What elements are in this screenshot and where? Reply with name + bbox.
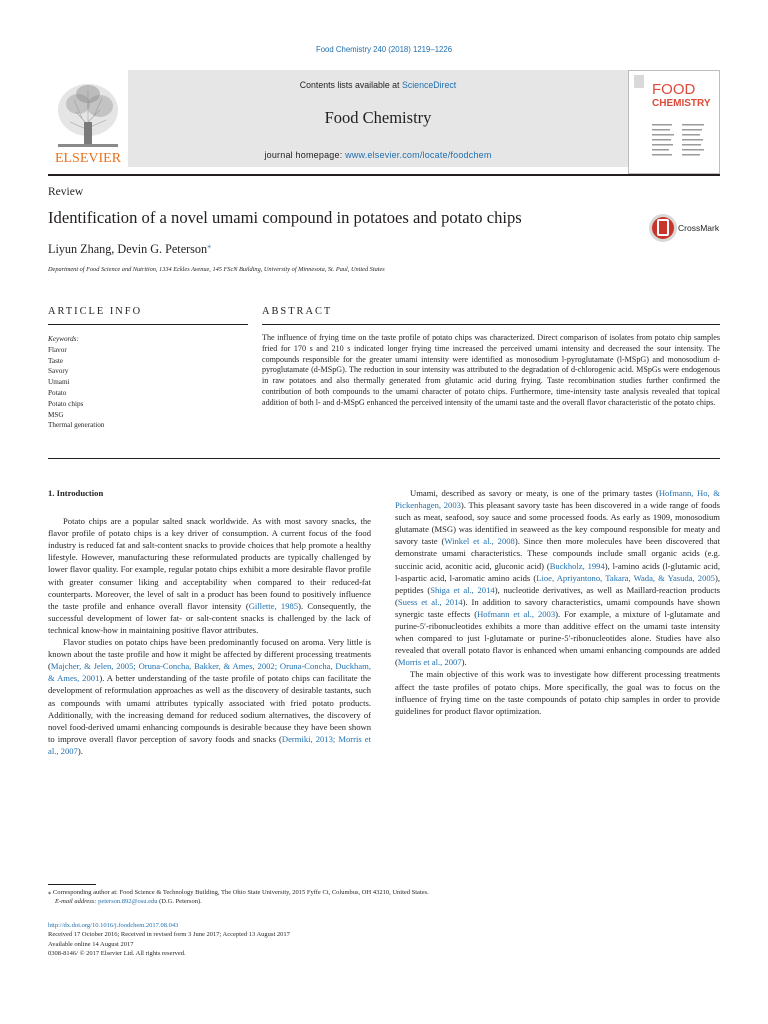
keywords-block xyxy=(48,334,248,431)
available-online: Available online 14 August 2017 xyxy=(48,940,134,948)
keyword-item: Thermal generation xyxy=(48,421,105,430)
paragraph-text: ). Since then more molecules have been discovered that demonstrate umami characteristics. These compounds include small organic acids (e.g. succinic acid, aconitic acid, gluconic acid) ( xyxy=(395,536,720,571)
citation-link[interactable]: Gillette, 1985 xyxy=(248,600,299,611)
author-list xyxy=(48,241,211,257)
crossmark-badge[interactable] xyxy=(648,212,728,244)
sciencedirect-link[interactable]: ScienceDirect xyxy=(401,80,457,90)
paragraph-text: ), nucleotide derivatives, as well as Maillard-reaction products ( xyxy=(395,584,720,607)
paragraph-text: The main objective of this work was to investigate how different processing treatments affect the taste profiles of potato chips. More specifically, the goal was to focus on the influence of frying time on the taste compounds of potato chip samples in order to provide guidelines for product flavor optimization. xyxy=(395,669,720,716)
paragraph-text: ), l-amino acids (l-glutamic acid, l-aspartic acid, l-aromatic amino acids ( xyxy=(395,560,720,583)
cover-title-line1: FOOD xyxy=(652,81,696,98)
paragraph-text: Umami, described as savory or meaty, is one of the primary tastes ( xyxy=(410,488,659,498)
crossmark-icon xyxy=(648,212,678,244)
cover-title-line2: CHEMISTRY xyxy=(652,98,711,109)
publication-info xyxy=(48,921,720,959)
contents-prefix: Contents lists available at xyxy=(299,80,402,90)
citation-link[interactable]: Hofmann, Ho, & Pickenhagen, 2003 xyxy=(395,488,720,511)
authors-text: Liyun Zhang, Devin G. Peterson xyxy=(48,242,208,257)
email-suffix: (D.G. Peterson). xyxy=(157,898,202,906)
keyword-item: Flavor xyxy=(48,345,67,354)
corresponding-author-note: ⁎ Corresponding author at: Food Science & Technology Building, The Ohio State University, 2015 Fyffe Ct, Columbus, OH 43210, United States. xyxy=(48,889,429,896)
article-info-rule xyxy=(48,324,248,325)
homepage-link[interactable]: www.elsevier.com/locate/foodchem xyxy=(345,150,492,160)
body-left-column xyxy=(48,487,371,757)
paragraph xyxy=(48,515,371,636)
footnote-rule xyxy=(48,884,96,885)
journal-reference[interactable]: Food Chemistry 240 (2018) 1219–1226 xyxy=(315,45,453,54)
keyword-item: Savory xyxy=(48,367,69,376)
keyword-item: MSG xyxy=(48,410,64,419)
abstract-heading: ABSTRACT xyxy=(262,306,333,317)
paragraph xyxy=(395,668,720,716)
citation-link[interactable]: Buckholz, 1994 xyxy=(549,560,605,571)
citation-link[interactable]: Winkel et al., 2008 xyxy=(444,536,515,547)
abstract-rule xyxy=(262,324,720,325)
paragraph-text: ). Consequently, the successful development of lower fat- or salt-content snacks is challenged by the lack of technical know-how in maintaining positive flavor attributes. xyxy=(48,600,371,635)
paragraph-text: ). xyxy=(461,657,467,668)
doi-link[interactable]: http://dx.doi.org/10.1016/j.foodchem.2017.08.043 xyxy=(48,922,179,929)
citation-link[interactable]: Suess et al., 2014 xyxy=(397,596,463,607)
paragraph xyxy=(395,487,720,668)
email-link[interactable]: peterson.892@osu.edu xyxy=(98,898,158,906)
keyword-item: Taste xyxy=(48,356,64,365)
citation-link[interactable]: Hofmann et al., 2003 xyxy=(477,608,556,619)
citation-link[interactable]: Lioe, Apriyantono, Takara, Wada, & Yasuda, 2005 xyxy=(536,572,715,583)
abstract-text: The influence of frying time on the taste profile of potato chips was characterized. Direct comparison of isolates from potato chip samples fried for 170 s and 210 s indicated longer frying time increased the perceived umami intensity and decreased the sour intensity. The compounds responsible for the greater umami intensity were identified as monosodium l-pyroglutamate (l-MSpG) and monosodium d-pyroglutamate (d-MSpG). The reduction in sour intensity was attributed to the degradation of d-chlorogenic acid. MSpGs were endogenous in raw potatoes and also thermally generated from glutamic acid during frying. Taste recombination studies further confirmed the contribution of both compounds to the umami character of potato chips. Furthermore, time-intensity taste analysis revealed that topical addition of both l- and d-MSpG enhanced the perceived intensity of the umami taste and the overall flavor characteristic of the potato chips. xyxy=(262,333,720,407)
crossmark-label: CrossMark xyxy=(678,223,720,233)
keyword-item: Potato xyxy=(48,388,67,397)
homepage-line xyxy=(128,150,628,160)
elsevier-wordmark: ELSEVIER xyxy=(54,151,122,166)
section-heading-introduction: 1. Introduction xyxy=(48,488,104,498)
paragraph xyxy=(48,636,371,757)
paragraph-text: ). For example, a mixture of l-glutamate and purine-5′-ribonucleotides exhibits a more than additive effect on the umami taste intensity when compared to just l-glutamate or purine-5′-ribonucleotides alone. Studies have also revealed that overall potato flavor is enhanced when umami enhancing compounds are added ( xyxy=(395,608,720,668)
homepage-prefix: journal homepage: xyxy=(264,150,346,160)
paragraph-text: ), peptides ( xyxy=(395,572,720,595)
email-note xyxy=(48,897,720,906)
copyright-line: 0308-8146/ © 2017 Elsevier Ltd. All rights reserved. xyxy=(48,950,186,958)
citation-link[interactable]: Morris et al., 2007 xyxy=(397,657,462,668)
citation-link[interactable]: Dermiki, 2013; Morris et al., 2007 xyxy=(48,733,371,756)
paragraph-text: Flavor studies on potato chips have been predominantly focused on aroma. Very little is known about the taste profile and how it might be affected by different processing treatments ( xyxy=(48,637,371,672)
paragraph-text: ). A better understanding of the taste profile of potato chips can facilitate the development of reformulation approaches as well as the discovery of desirable tastants, such as compounds with umami attributes typically associated with fried potato products. Additionally, with the increasing demand for reduced sodium alternatives, the discovery of novel food-derived umami enhancing compounds is desirable because they have been shown to improve overall flavor perception of savory foods and snacks ( xyxy=(48,673,371,744)
body-right-column xyxy=(395,487,720,717)
email-label: E-mail address: xyxy=(55,898,99,906)
keywords-label: Keywords: xyxy=(48,335,79,343)
keyword-item: Potato chips xyxy=(48,399,84,408)
article-type: Review xyxy=(48,186,84,198)
masthead-rule xyxy=(48,174,720,176)
footnotes xyxy=(48,888,720,906)
article-info-heading: ARTICLE INFO xyxy=(48,306,143,317)
citation-link[interactable]: Majcher, & Jelen, 2005; Oruna-Concha, Bakker, & Ames, 2002; Oruna-Concha, Duckham, & Ames, 2001 xyxy=(48,661,371,684)
paragraph-text: ). In addition to savory characteristics, umami compounds have shown synergic taste effects ( xyxy=(395,596,720,619)
paragraph-text: ). This pleasant savory taste has been discovered in a wide range of foods such as meat, seafood, soy sauce and some processed foods. As early as 1909, monosodium glutamate (MSG) was identified in seaweed as the key compound responsible for meaty and savory taste ( xyxy=(395,500,720,547)
received-dates: Received 17 October 2016; Received in revised form 3 June 2017; Accepted 13 August 2017 xyxy=(48,931,290,939)
journal-name: Food Chemistry xyxy=(324,108,432,127)
keyword-item: Umami xyxy=(48,378,70,387)
journal-cover-thumbnail[interactable] xyxy=(628,70,720,174)
corresponding-author-mark[interactable]: ⁎ xyxy=(207,241,212,250)
abstract-bottom-rule xyxy=(48,458,720,459)
author-affiliation: Department of Food Science and Nutrition, 1334 Eckles Avenue, 145 FScN Building, University of Minnesota, St. Paul, United States xyxy=(48,266,385,273)
article-title: Identification of a novel umami compound in potatoes and potato chips xyxy=(48,208,522,227)
citation-link[interactable]: Shiga et al., 2014 xyxy=(430,584,495,595)
contents-line xyxy=(128,80,628,90)
paragraph-text: Potato chips are a popular salted snack worldwide. As with most savory snacks, the flavor profile of potato chips is a key driver of consumption. A current focus of the food industry is reduced fat and salt-content snacks to provide choices that help promote a healthy lifestyle. However, manufacturing these reformulated products are typically challenged by lower flavor quality. For example, regular potato chips exhibit a more desirable flavor profile with greater consumer liking and acceptability when compared to their reduced-fat counterparts. Moreover, the level of salt in a product has been found to positively influence the taste profile and enhance overall flavor intensity ( xyxy=(48,516,371,611)
elsevier-tree-logo[interactable] xyxy=(48,70,128,167)
paragraph-text: ). xyxy=(77,745,83,756)
